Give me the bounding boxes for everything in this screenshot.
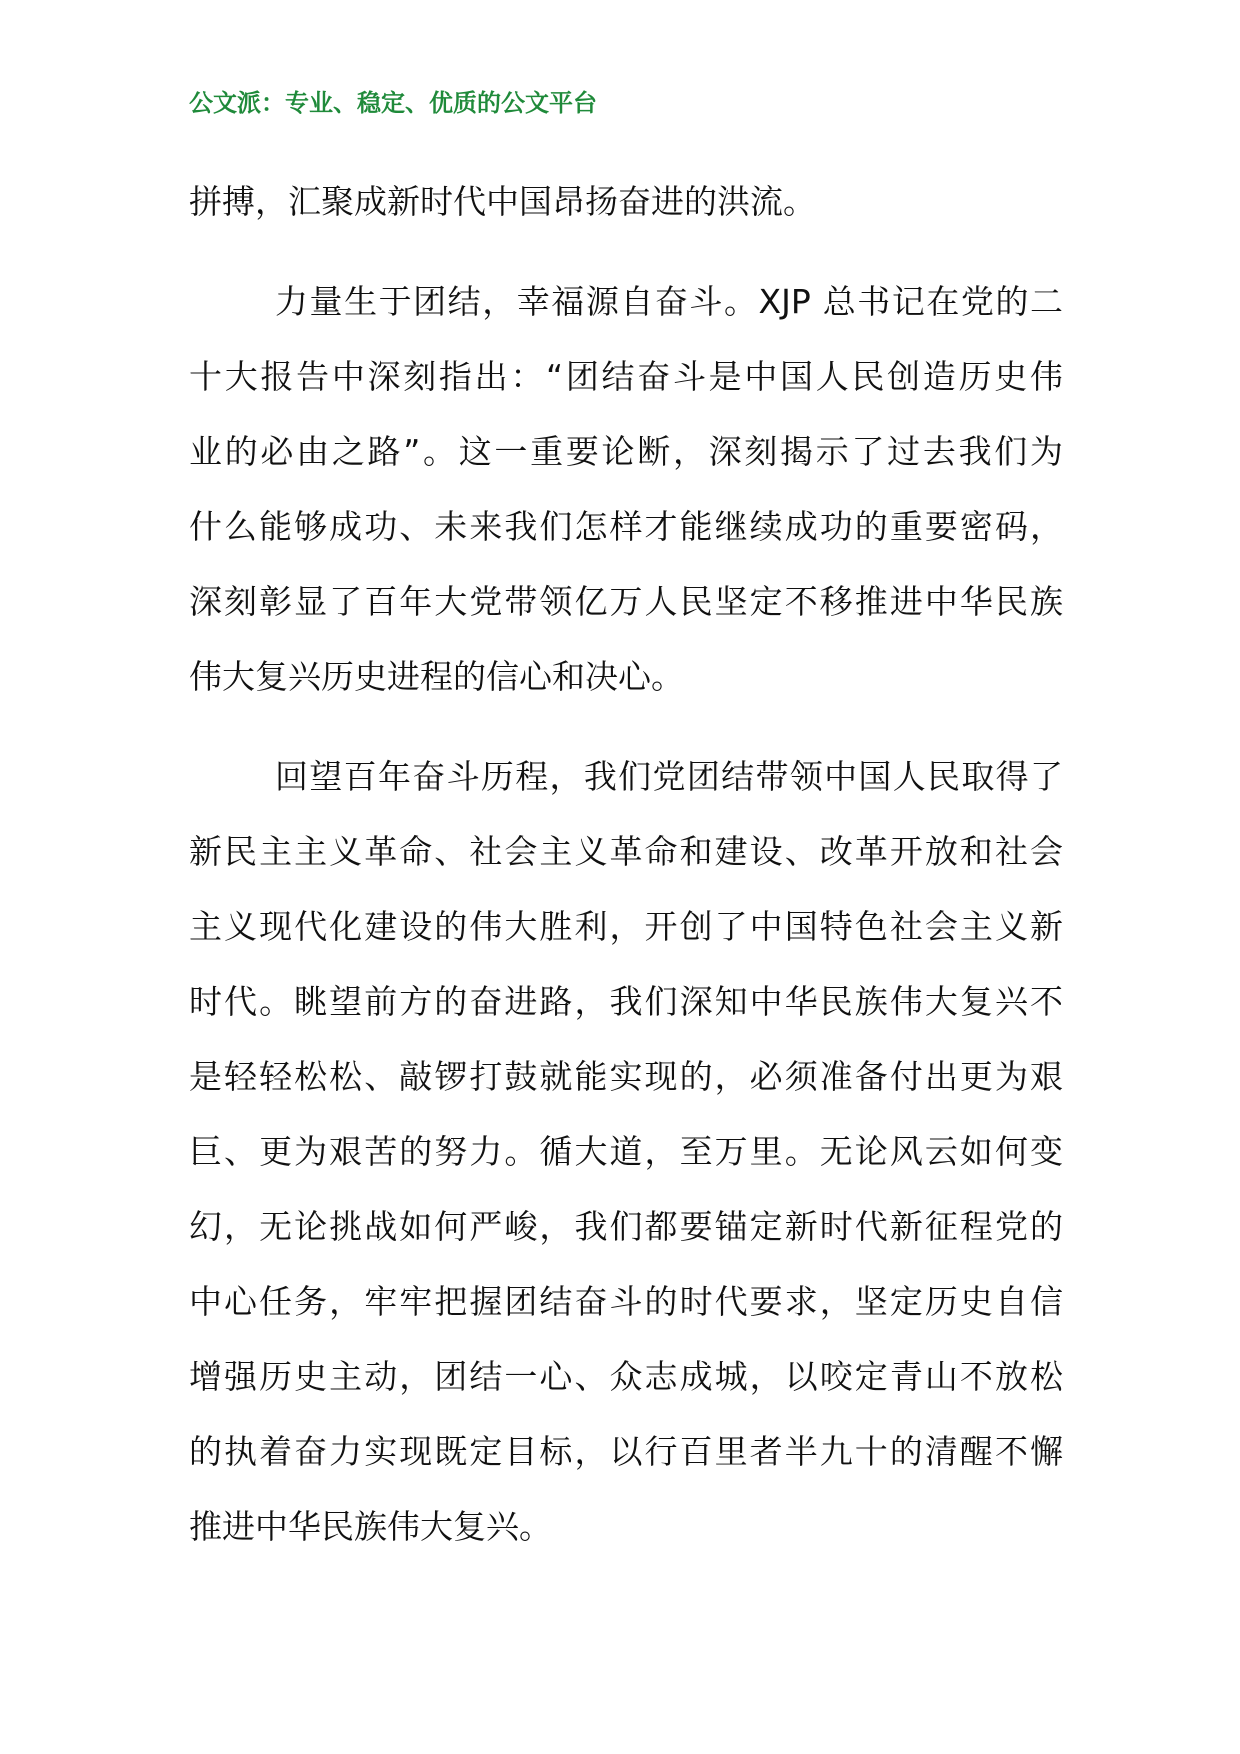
text-line: 拼搏，汇聚成新时代中国昂扬奋进的洪流。 — [189, 182, 816, 221]
paragraph — [189, 164, 1063, 239]
page-header: 公文派：专业、稳定、优质的公文平台 — [189, 89, 597, 117]
text-line: 主义现代化建设的伟大胜利，开创了中国特色社会主义新 — [189, 907, 1063, 946]
text-line: 伟大复兴历史进程的信心和决心。 — [189, 657, 684, 696]
text-line: 推进中华民族伟大复兴。 — [189, 1507, 552, 1546]
text-line: 业的必由之路”。这一重要论断，深刻揭示了过去我们为 — [189, 432, 1063, 471]
text-line: 十大报告中深刻指出：“团结奋斗是中国人民创造历史伟 — [189, 357, 1063, 396]
text-line: 巨、更为艰苦的努力。循大道，至万里。无论风云如何变 — [189, 1132, 1063, 1171]
text-line: 什么能够成功、未来我们怎样才能继续成功的重要密码， — [189, 507, 1063, 546]
text-line: 中心任务，牢牢把握团结奋斗的时代要求，坚定历史自信 — [189, 1282, 1063, 1321]
text-line: 深刻彰显了百年大党带领亿万人民坚定不移推进中华民族 — [189, 582, 1063, 621]
text-line: 幻，无论挑战如何严峻，我们都要锚定新时代新征程党的 — [189, 1207, 1063, 1246]
paragraph — [189, 264, 1063, 714]
text-line: 力量生于团结，幸福源自奋斗。XJP 总书记在党的二 — [275, 282, 1063, 321]
text-line: 的执着奋力实现既定目标，以行百里者半九十的清醒不懈 — [189, 1432, 1063, 1471]
text-line: 回望百年奋斗历程，我们党团结带领中国人民取得了 — [275, 757, 1063, 796]
text-line: 增强历史主动，团结一心、众志成城，以咬定青山不放松 — [189, 1357, 1063, 1396]
text-line: 新民主主义革命、社会主义革命和建设、改革开放和社会 — [189, 832, 1063, 871]
document-body — [189, 164, 1063, 1589]
text-line: 是轻轻松松、敲锣打鼓就能实现的，必须准备付出更为艰 — [189, 1057, 1063, 1096]
text-line: 时代。眺望前方的奋进路，我们深知中华民族伟大复兴不 — [189, 982, 1063, 1021]
paragraph — [189, 739, 1063, 1564]
